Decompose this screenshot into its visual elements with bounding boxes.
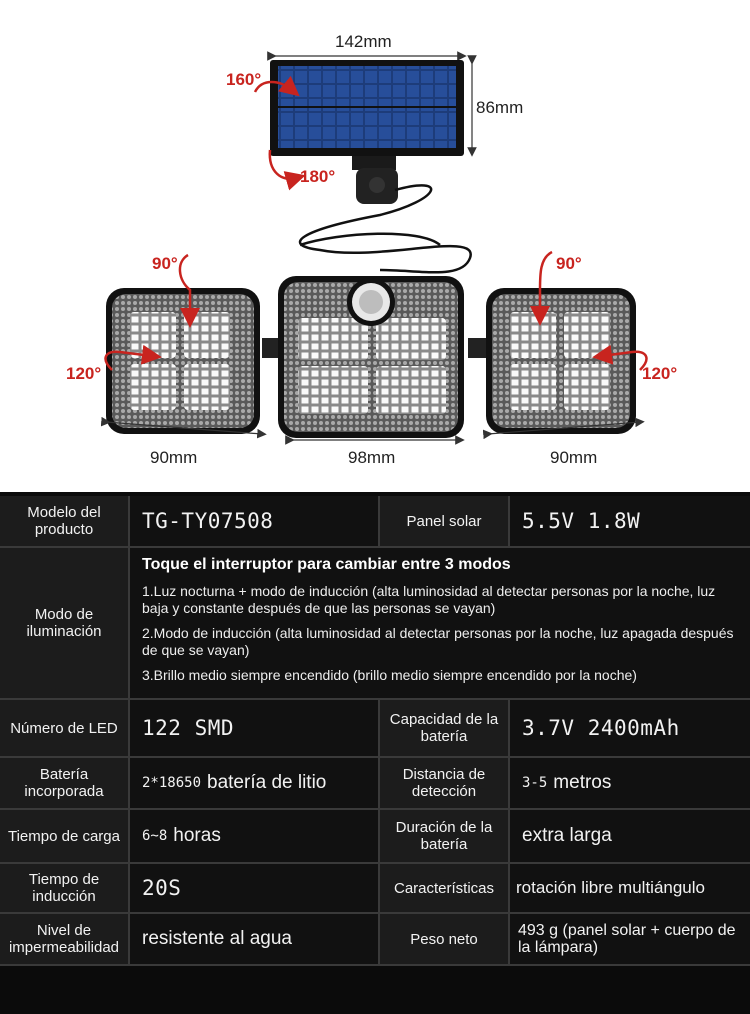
- spec-row-battery: [0, 758, 750, 810]
- left-lamp-head: [106, 288, 284, 434]
- lighting-mode-label: Modo de iluminación: [0, 548, 130, 698]
- right-vertical-angle: 90°: [556, 254, 582, 273]
- net-weight-value: 493 g (panel solar + cuerpo de la lámpara): [510, 914, 750, 964]
- model-value: TG-TY07508: [130, 496, 380, 546]
- left-vertical-angle: 90°: [152, 254, 178, 273]
- left-horizontal-angle: 120°: [66, 364, 102, 383]
- charge-time-value: [130, 810, 380, 862]
- spec-table: [0, 492, 750, 1014]
- features-label: Características: [380, 864, 510, 912]
- led-count-value: 122 SMD: [130, 700, 380, 756]
- product-drawing: [0, 0, 750, 492]
- waterproof-label: Nivel de impermeabilidad: [0, 914, 130, 964]
- detection-distance-number: 3-5: [522, 775, 548, 791]
- center-head-width-label: 98mm: [348, 448, 396, 467]
- detection-distance-value: [510, 758, 750, 808]
- spec-row-induction: [0, 864, 750, 914]
- lighting-mode-body: [130, 548, 750, 698]
- charge-time-label: Tiempo de carga: [0, 810, 130, 862]
- lighting-mode-item: 2.Modo de inducción (alta luminosidad al detectar personas por la noche, luz apagada después de que se vayan): [142, 625, 734, 658]
- net-weight-label: Peso neto: [380, 914, 510, 964]
- builtin-battery-label: Batería incorporada: [0, 758, 130, 808]
- battery-duration-label: Duración de la batería: [380, 810, 510, 862]
- battery-duration-value: extra larga: [510, 810, 750, 862]
- features-value: rotación libre multiángulo: [510, 864, 750, 912]
- waterproof-value: resistente al agua: [130, 914, 380, 964]
- panel-height-label: 86mm: [476, 98, 524, 117]
- model-label: Modelo del producto: [0, 496, 130, 546]
- led-count-label: Número de LED: [0, 700, 130, 756]
- spec-row-lighting-mode: [0, 548, 750, 700]
- solar-panel-label: Panel solar: [380, 496, 510, 546]
- battery-capacity-value: 3.7V 2400mAh: [510, 700, 750, 756]
- charge-time-text: horas: [173, 825, 221, 846]
- left-head-width-label: 90mm: [150, 448, 198, 467]
- lighting-mode-item: 3.Brillo medio siempre encendido (brillo medio siempre encendido por la noche): [142, 667, 637, 683]
- detection-distance-text: metros: [553, 772, 612, 793]
- right-head-width-label: 90mm: [550, 448, 598, 467]
- builtin-battery-text: batería de litio: [207, 772, 327, 793]
- induction-time-label: Tiempo de inducción: [0, 864, 130, 912]
- spec-row-waterproof: [0, 914, 750, 966]
- spec-row-model: [0, 496, 750, 548]
- charge-time-number: 6~8: [142, 828, 168, 844]
- right-lamp-head: [468, 288, 636, 434]
- detection-distance-label: Distancia de detección: [380, 758, 510, 808]
- lighting-mode-title: Toque el interruptor para cambiar entre 3 modos: [142, 556, 511, 573]
- right-horizontal-angle: 120°: [642, 364, 678, 383]
- center-lamp-head: [278, 276, 464, 438]
- panel-tilt-angle: 160°: [226, 70, 262, 89]
- panel-rotate-angle: 180°: [300, 167, 336, 186]
- spec-row-led: [0, 700, 750, 758]
- solar-panel-value: 5.5V 1.8W: [510, 496, 750, 546]
- induction-time-value: 20S: [130, 864, 380, 912]
- builtin-battery-value: [130, 758, 380, 808]
- battery-capacity-label: Capacidad de la batería: [380, 700, 510, 756]
- lighting-mode-item: 1.Luz nocturna + modo de inducción (alta luminosidad al detectar personas por la noche, luz baja y constante después de que las personas se vayan): [142, 583, 716, 616]
- panel-width-label: 142mm: [335, 32, 392, 51]
- product-illustration: [0, 0, 750, 492]
- builtin-battery-number: 2*18650: [142, 775, 202, 791]
- spec-row-charge: [0, 810, 750, 864]
